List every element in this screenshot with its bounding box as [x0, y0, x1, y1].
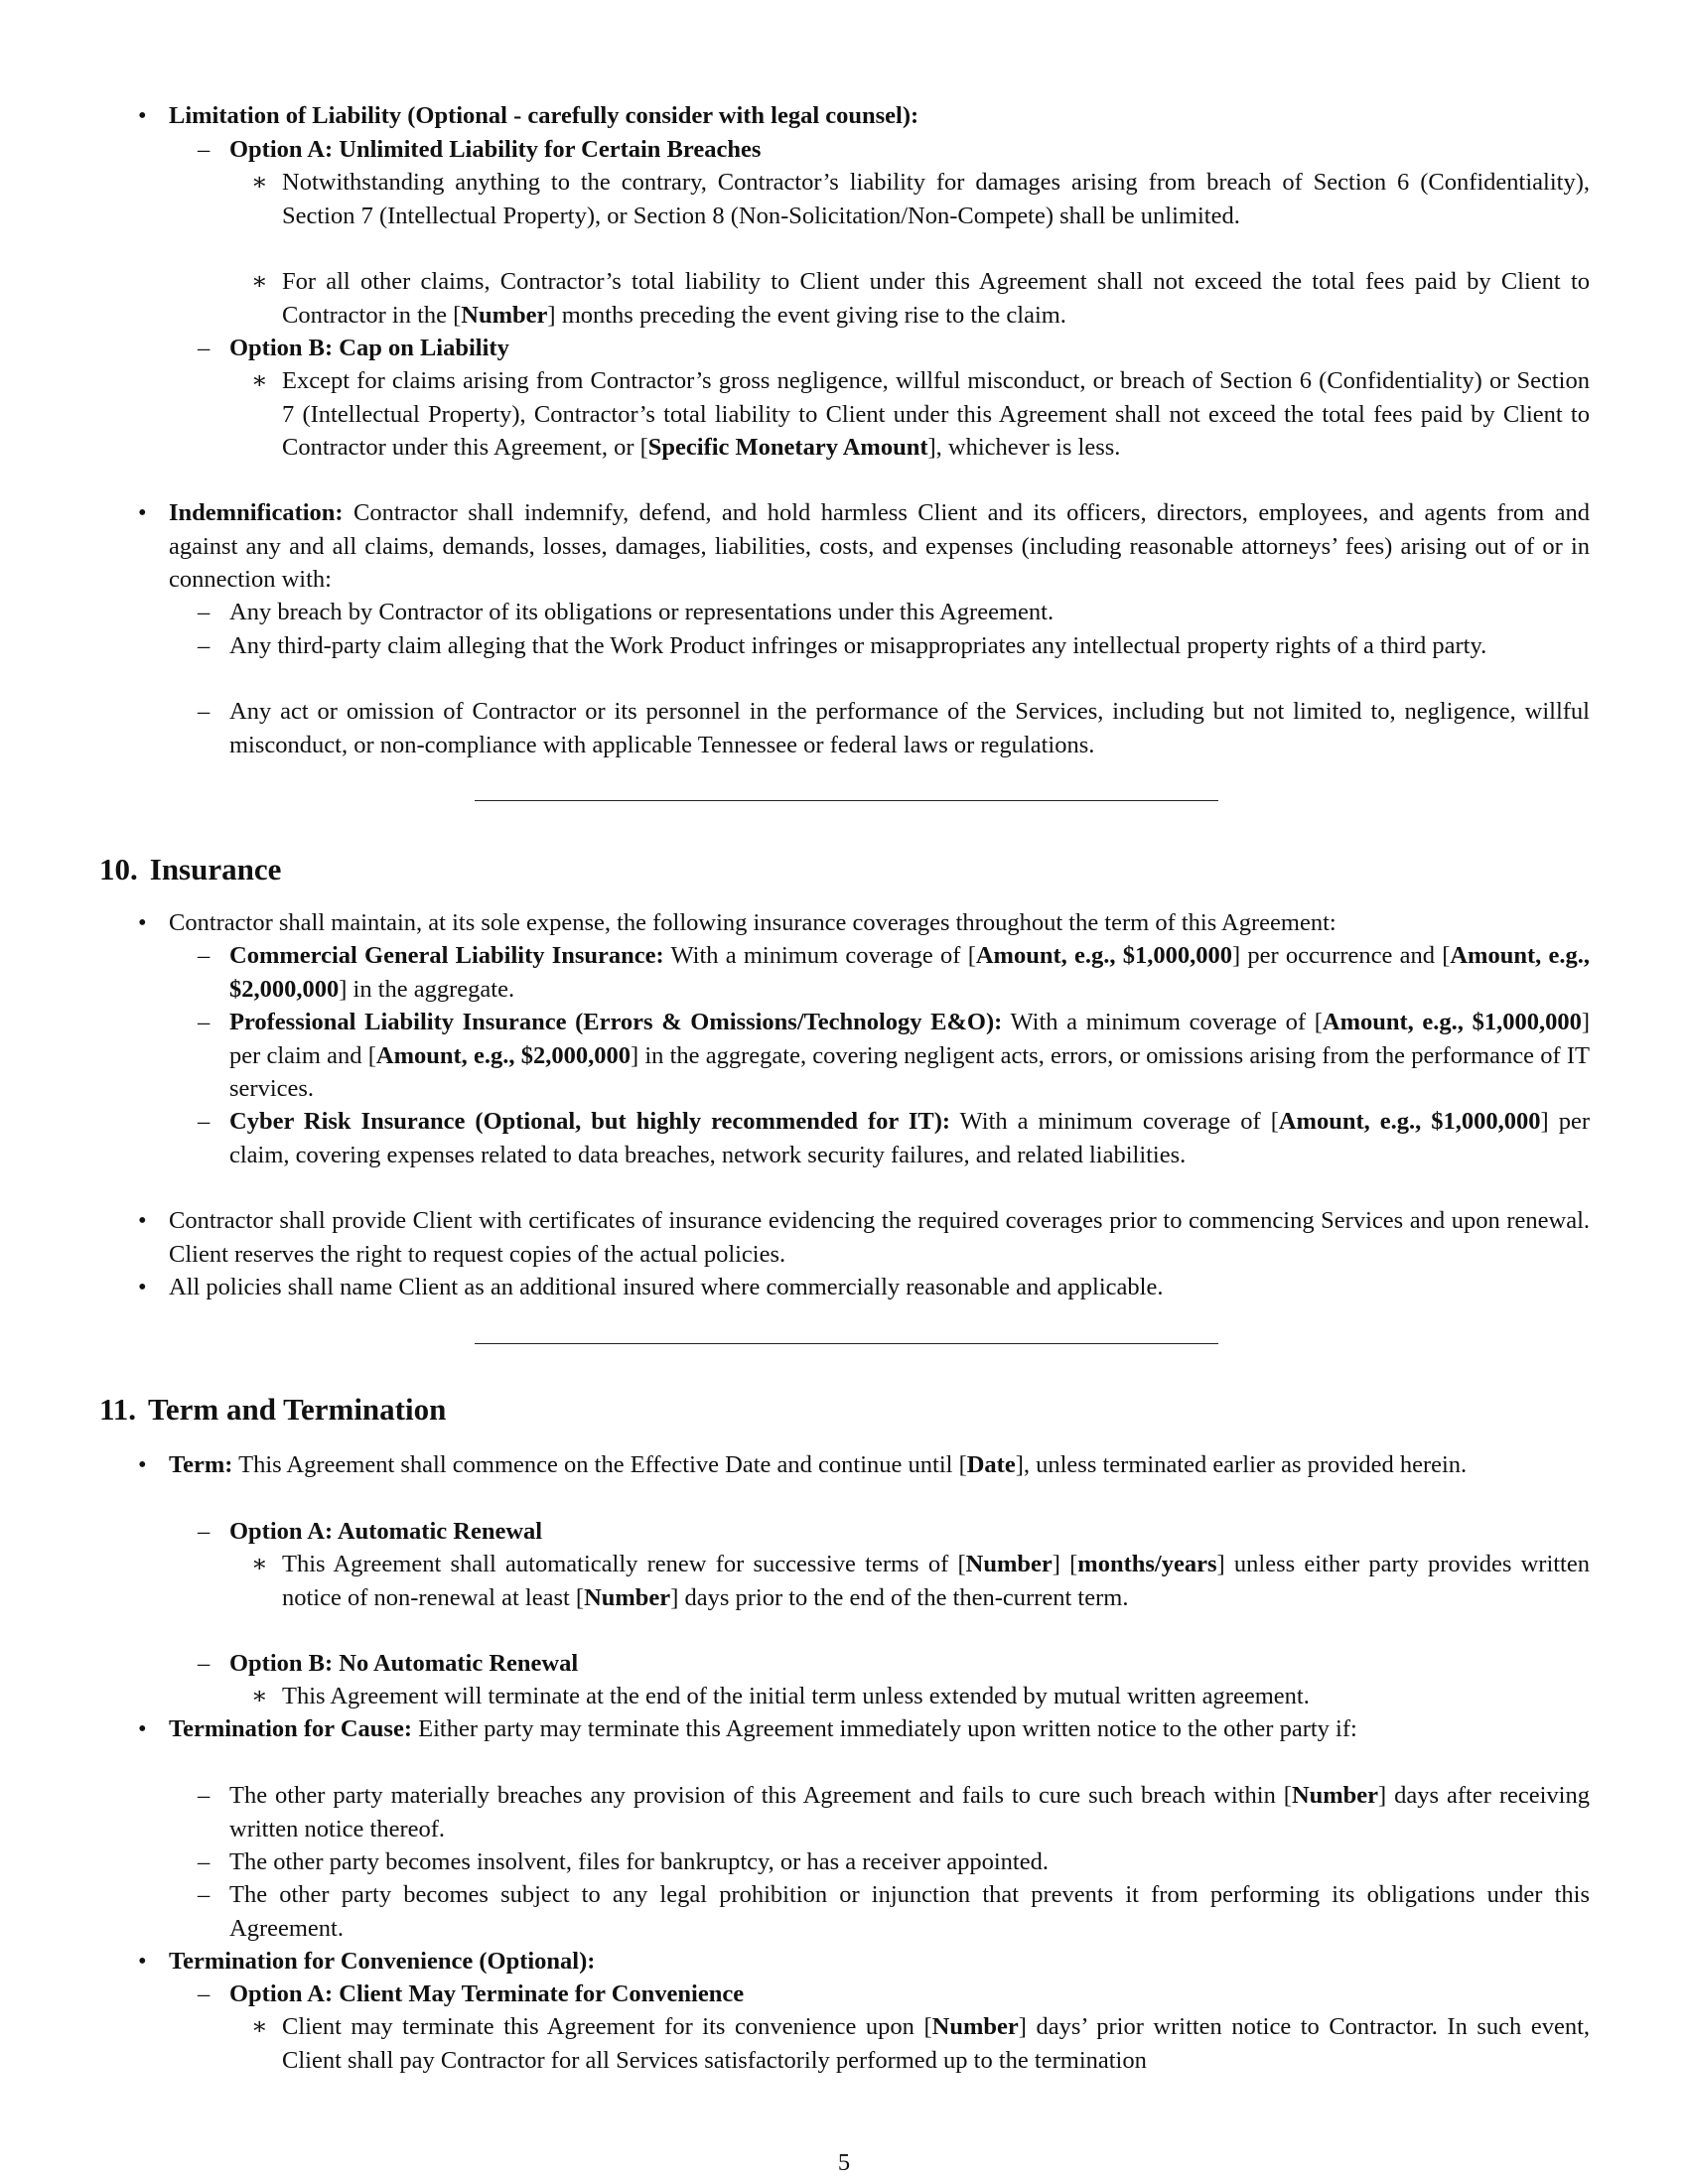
- dash: –: [198, 136, 211, 163]
- bullet: •: [138, 1274, 147, 1300]
- bullet: •: [138, 909, 147, 936]
- dash: –: [198, 1782, 211, 1809]
- liability-title: Limitation of Liability (Optional - carefully consider with legal counsel):: [169, 102, 919, 129]
- asterisk: ∗: [251, 367, 268, 394]
- termination-convenience-option-a-title: Option A: Client May Terminate for Convenience: [229, 1980, 745, 2007]
- indemnification-item: Any third-party claim alleging that the Work Product infringes or misappropriates any intellectual property rights of a third party.: [229, 632, 1487, 659]
- termination-cause-item: The other party becomes subject to any legal prohibition or injunction that prevents it from performing its obligations under this Agreement.: [229, 1881, 1590, 1942]
- termination-cause-paragraph: Termination for Cause: Either party may terminate this Agreement immediately upon written notice to the other party if:: [169, 1715, 1357, 1742]
- section-heading-term: 11. Term and Termination: [99, 1392, 447, 1427]
- insurance-cgl: Commercial General Liability Insurance: With a minimum coverage of [Amount, e.g., $1,000,000] per occurrence and [Amount, e.g., $2,000,000] in the aggregate.: [229, 942, 1590, 1003]
- insurance-professional: Professional Liability Insurance (Errors & Omissions/Technology E&O): With a minimum coverage of [Amount, e.g., $1,000,000] per claim and [Amount, e.g., $2,000,000] in the aggregate, covering negligent acts, errors, or omissions arising from the performance of IT services.: [229, 1009, 1591, 1102]
- section-heading-insurance: 10. Insurance: [99, 852, 282, 887]
- insurance-intro: Contractor shall maintain, at its sole expense, the following insurance coverages throughout the term of this Agreement:: [169, 909, 1336, 936]
- indemnification-paragraph: Indemnification: Contractor shall indemnify, defend, and hold harmless Client and its officers, directors, employees, and agents from and against any and all claims, demands, losses, damages, liabilities, costs, and expenses (including reasonable attorneys’ fees) arising out of or in connection with:: [169, 499, 1590, 593]
- asterisk: ∗: [251, 169, 268, 196]
- bullet: •: [138, 1451, 147, 1478]
- term-option-b-item: This Agreement will terminate at the end of the initial term unless extended by mutual written agreement.: [282, 1683, 1310, 1709]
- insurance-policies: All policies shall name Client as an additional insured where commercially reasonable and applicable.: [169, 1274, 1164, 1300]
- section-divider: [475, 800, 1218, 801]
- bullet: •: [138, 499, 147, 526]
- termination-cause-item: The other party becomes insolvent, files for bankruptcy, or has a receiver appointed.: [229, 1848, 1049, 1875]
- asterisk: ∗: [251, 268, 268, 295]
- dash: –: [198, 1848, 211, 1875]
- term-paragraph: Term: This Agreement shall commence on the Effective Date and continue until [Date], unless terminated earlier as provided herein.: [169, 1451, 1468, 1478]
- bullet: •: [138, 1948, 147, 1975]
- dash: –: [198, 1009, 211, 1035]
- bullet: •: [138, 1207, 147, 1234]
- insurance-cyber: Cyber Risk Insurance (Optional, but highly recommended for IT): With a minimum coverage of [Amount, e.g., $1,000,000] per claim, covering expenses related to data breaches, network security failures, and related liabilities.: [229, 1108, 1590, 1168]
- dash: –: [198, 1518, 211, 1545]
- dash: –: [198, 632, 211, 659]
- dash: –: [198, 942, 211, 969]
- section-divider: [475, 1343, 1218, 1344]
- dash: –: [198, 698, 211, 725]
- dash: –: [198, 599, 211, 625]
- bullet: •: [138, 1715, 147, 1742]
- dash: –: [198, 1980, 211, 2007]
- asterisk: ∗: [251, 2013, 268, 2040]
- termination-cause-item: The other party materially breaches any provision of this Agreement and fails to cure such breach within [Number] days after receiving written notice thereof.: [229, 1782, 1590, 1843]
- liability-option-a-item: Notwithstanding anything to the contrary, Contractor’s liability for damages arising from breach of Section 6 (Confidentiality), Section 7 (Intellectual Property), or Section 8 (Non-Solicitation/Non-Compete) shall be unlimited.: [282, 169, 1590, 229]
- indemnification-item: Any breach by Contractor of its obligations or representations under this Agreement.: [229, 599, 1055, 625]
- liability-option-b-item: Except for claims arising from Contractor’s gross negligence, willful misconduct, or breach of Section 6 (Confidentiality) or Section 7 (Intellectual Property), Contractor’s total liability to Client under this Agreement shall not exceed the total fees paid by Client to Contractor under this Agreement, or [Specific Monetary Amount], whichever is less.: [282, 367, 1590, 461]
- page-number: 5: [837, 2149, 851, 2176]
- liability-option-a-item: For all other claims, Contractor’s total liability to Client under this Agreement shall not exceed the total fees paid by Client to Contractor in the [Number] months preceding the event giving rise to the claim.: [282, 268, 1590, 329]
- dash: –: [198, 1108, 211, 1135]
- insurance-certificates: Contractor shall provide Client with certificates of insurance evidencing the required coverages prior to commencing Services and upon renewal. Client reserves the right to request copies of the actual policies.: [169, 1207, 1590, 1268]
- term-option-a-item: This Agreement shall automatically renew for successive terms of [Number] [months/years] unless either party provides written notice of non-renewal at least [Number] days prior to the end of the then-current term.: [282, 1551, 1590, 1611]
- dash: –: [198, 335, 211, 361]
- termination-convenience-item: Client may terminate this Agreement for its convenience upon [Number] days’ prior written notice to Contractor. In such event, Client shall pay Contractor for all Services satisfactorily performed up to the termination: [282, 2013, 1591, 2074]
- term-option-b-title: Option B: No Automatic Renewal: [229, 1650, 579, 1677]
- liability-option-b-title: Option B: Cap on Liability: [229, 335, 509, 361]
- dash: –: [198, 1650, 211, 1677]
- asterisk: ∗: [251, 1683, 268, 1709]
- bullet: •: [138, 102, 147, 129]
- dash: –: [198, 1881, 211, 1908]
- liability-option-a-title: Option A: Unlimited Liability for Certain Breaches: [229, 136, 762, 163]
- termination-convenience-title: Termination for Convenience (Optional):: [169, 1948, 596, 1975]
- asterisk: ∗: [251, 1551, 268, 1577]
- indemnification-item: Any act or omission of Contractor or its personnel in the performance of the Services, including but not limited to, negligence, willful misconduct, or non-compliance with applicable Tennessee or federal laws or regulations.: [229, 698, 1590, 758]
- term-option-a-title: Option A: Automatic Renewal: [229, 1518, 543, 1545]
